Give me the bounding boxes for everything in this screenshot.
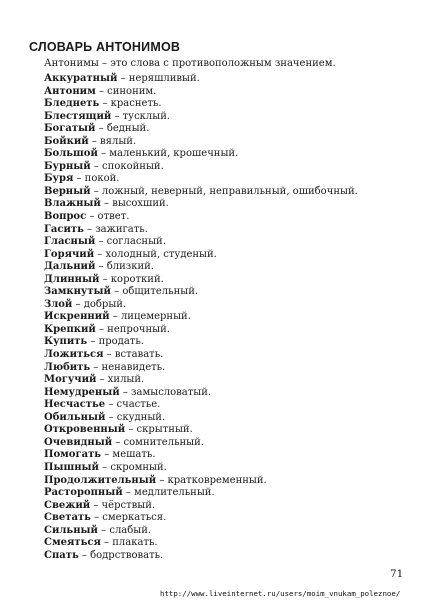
list-item [44, 123, 358, 136]
entry-antonym: – короткий. [99, 273, 164, 285]
list-item [44, 449, 358, 462]
list-item [44, 537, 358, 550]
entry-antonym: – скромный. [98, 461, 167, 473]
list-item [44, 487, 358, 500]
list-item [44, 336, 358, 349]
entry-word: Пышный [44, 461, 99, 473]
entry-antonym: – непрочный. [95, 323, 170, 335]
entry-word: Любить [44, 361, 91, 373]
list-item [44, 462, 358, 475]
entry-antonym: – вялый. [88, 135, 137, 147]
list-item [44, 362, 358, 375]
entry-antonym: – покой. [73, 173, 120, 185]
entry-word: Бледнеть [44, 98, 100, 110]
list-item [44, 525, 358, 538]
entry-antonym: – высохший. [100, 198, 169, 210]
entry-antonym: – близкий. [95, 261, 154, 273]
entry-word: Бурный [44, 160, 91, 172]
list-item [44, 249, 358, 262]
list-item [44, 173, 358, 186]
list-item [44, 161, 358, 174]
list-item [44, 512, 358, 525]
list-item [44, 236, 358, 249]
entry-antonym: – скудный. [105, 411, 166, 423]
entry-antonym: – ответ. [86, 211, 130, 223]
list-item [44, 274, 358, 287]
entry-antonym: – неряшливый. [117, 73, 200, 84]
list-item [44, 148, 358, 161]
list-item [44, 198, 358, 211]
intro-text: Антонимы – это слова с противоположным значением. [44, 58, 336, 69]
entry-word: Купить [44, 336, 88, 348]
entry-word: Продолжительный [44, 474, 157, 486]
list-item [44, 299, 358, 312]
list-item [44, 387, 358, 400]
entry-word: Гасить [44, 223, 84, 235]
entry-antonym: – медлительный. [122, 487, 215, 499]
list-item [44, 374, 358, 387]
entry-antonym: – маленький, крошечный. [97, 148, 239, 160]
entry-antonym: – замысловатый. [119, 386, 212, 398]
entry-word: Обильный [44, 411, 106, 423]
entry-antonym: – холодный, студеный. [94, 248, 217, 260]
entry-antonym: – плакать. [100, 537, 158, 549]
list-item [44, 224, 358, 237]
entry-word: Блестящий [44, 110, 112, 122]
entry-word: Могучий [44, 374, 97, 386]
entry-word: Смеяться [44, 537, 101, 549]
page-number: 71 [390, 568, 404, 580]
list-item [44, 86, 358, 99]
entry-antonym: – скрытный. [125, 424, 193, 436]
list-item [44, 437, 358, 450]
entry-word: Искренний [44, 311, 110, 323]
list-item [44, 261, 358, 274]
entry-word: Большой [44, 148, 98, 160]
list-item [44, 500, 358, 513]
entry-word: Длинный [44, 273, 100, 285]
entry-word: Помогать [44, 449, 102, 461]
list-item [44, 550, 358, 563]
entry-antonym: – согласный. [95, 236, 166, 248]
entry-antonym: – бедный. [95, 123, 150, 135]
entry-antonym: – синоним. [95, 85, 157, 97]
list-item [44, 186, 358, 199]
entry-antonym: – зажигать. [83, 223, 148, 235]
entry-word: Аккуратный [44, 73, 118, 84]
entry-word: Буря [44, 173, 74, 185]
entry-antonym: – ложный, неверный, неправильный, ошибочный. [90, 185, 358, 197]
entry-word: Бойкий [44, 135, 89, 147]
list-item [44, 412, 358, 425]
entry-antonym: – ненавидеть. [90, 361, 166, 373]
entry-antonym: – счастье. [105, 399, 161, 411]
entry-word: Откровенный [44, 424, 126, 436]
entry-antonym: – бодрствовать. [78, 549, 164, 561]
entry-antonym: – сомнительный. [112, 436, 204, 448]
entry-word: Гласный [44, 236, 96, 248]
list-item [44, 324, 358, 337]
entry-antonym: – краснеть. [99, 98, 162, 110]
entry-word: Горячий [44, 248, 95, 260]
entry-antonym: – добрый. [72, 298, 127, 310]
entry-word: Несчастье [44, 399, 106, 411]
entry-word: Немудреный [44, 386, 120, 398]
entry-word: Ложиться [44, 349, 104, 361]
entry-word: Спать [44, 549, 79, 561]
list-item [44, 311, 358, 324]
entry-word: Антоним [44, 85, 96, 97]
entry-word: Замкнутый [44, 286, 111, 298]
entry-word: Очевидный [44, 436, 113, 448]
entry-antonym: – мешать. [101, 449, 156, 461]
entry-antonym: – тусклый. [111, 110, 171, 122]
page-title: СЛОВАРЬ АНТОНИМОВ [29, 40, 181, 54]
entry-antonym: – вставать. [103, 349, 164, 361]
entry-word: Злой [44, 298, 73, 310]
entry-antonym: – продать. [87, 336, 144, 348]
entry-antonym: – спокойный. [90, 160, 164, 172]
entry-word: Верный [44, 185, 91, 197]
entry-word: Расторопный [44, 487, 123, 499]
entry-antonym: – лицемерный. [109, 311, 191, 323]
list-item [44, 286, 358, 299]
entry-word: Сильный [44, 524, 98, 536]
list-item [44, 211, 358, 224]
entry-antonym: – смеркаться. [90, 512, 167, 524]
list-item [44, 98, 358, 111]
entry-word: Дальний [44, 261, 96, 273]
list-item [44, 136, 358, 149]
entry-word: Влажный [44, 198, 101, 210]
list-item [44, 424, 358, 437]
entry-antonym: – чёрствый. [90, 499, 156, 511]
entry-antonym: – слабый. [97, 524, 152, 536]
list-item [44, 73, 358, 86]
list-item [44, 111, 358, 124]
list-item [44, 349, 358, 362]
entry-word: Крепкий [44, 323, 96, 335]
entry-antonym: – хилый. [96, 374, 145, 386]
entry-antonym: – кратковременный. [156, 474, 267, 486]
antonym-list [44, 73, 358, 562]
entry-word: Богатый [44, 123, 96, 135]
list-item [44, 475, 358, 488]
footer-url[interactable]: http://www.liveinternet.ru/users/moim_vnukam_poleznoe/ [160, 589, 401, 598]
entry-word: Свежий [44, 499, 91, 511]
entry-word: Вопрос [44, 211, 87, 223]
entry-antonym: – общительный. [110, 286, 199, 298]
list-item [44, 399, 358, 412]
entry-word: Светать [44, 512, 91, 524]
